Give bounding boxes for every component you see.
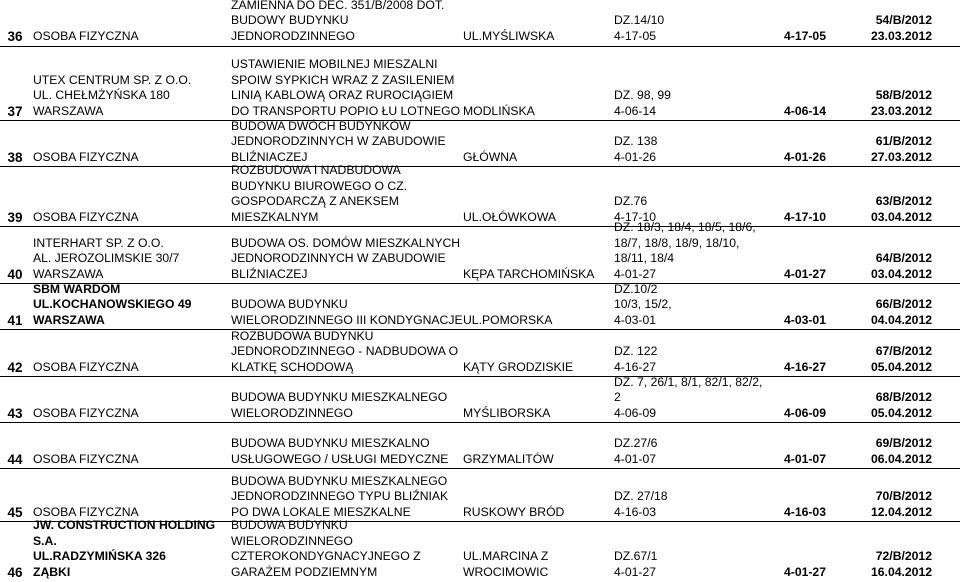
plot-cell xyxy=(614,344,657,375)
plot-cell xyxy=(614,13,664,44)
investor-line: ZĄBKI xyxy=(33,564,71,579)
decision-line: 23.03.2012 xyxy=(871,103,932,118)
description-line: BUDOWA DWÓCH BUDYNKÓW xyxy=(231,118,411,133)
location-line: KĘPA TARCHOMIŃSKA xyxy=(463,266,595,281)
plot-line: DZ.76 xyxy=(614,194,648,209)
plot-line: DZ. 27/18 xyxy=(614,489,668,504)
obreb-cell: 4-17-05 xyxy=(783,28,826,43)
decision-line: 06.04.2012 xyxy=(871,451,932,466)
description-line: DO TRANSPORTU POPIO ŁU LOTNEGO xyxy=(231,103,461,118)
decision-line: 27.03.2012 xyxy=(871,149,932,164)
plot-line: 4-17-10 xyxy=(614,209,657,224)
plot-line: 4-01-27 xyxy=(614,266,657,281)
description-cell xyxy=(231,329,458,375)
description-line: WIELORODZINNEGO xyxy=(231,405,353,420)
investor-line: SBM WARDOM xyxy=(33,281,121,296)
description-line: BUDOWA BUDYNKU MIESZKALNEGO xyxy=(231,473,448,488)
description-line: BUDYNKU BIUROWEGO O CZ. xyxy=(231,178,408,193)
investor-line: UL. CHEŁMŻYŃSKA 180 xyxy=(33,88,170,103)
plot-cell xyxy=(614,549,657,580)
description-line: BUDOWA OS. DOMÓW MIESZKALNYCH xyxy=(231,235,461,250)
decision-cell xyxy=(842,390,932,421)
decision-cell xyxy=(842,344,932,375)
description-cell xyxy=(231,436,448,467)
decision-line: 54/B/2012 xyxy=(875,13,932,28)
plot-cell xyxy=(614,436,657,467)
plot-line: 18/11, 18/4 xyxy=(614,251,675,266)
investor-cell xyxy=(33,150,229,165)
plot-line: 4-03-01 xyxy=(614,312,657,327)
plot-line: 4-16-27 xyxy=(614,359,657,374)
description-line: BLIŹNIACZEJ xyxy=(231,266,308,281)
decision-line: 58/B/2012 xyxy=(875,88,932,103)
obreb-cell: 4-03-01 xyxy=(783,312,826,327)
row-number: 36 xyxy=(7,29,23,44)
location-cell xyxy=(463,104,535,119)
decision-line: 72/B/2012 xyxy=(875,549,932,564)
description-line: GOSPODARCZĄ Z ANEKSEM xyxy=(231,194,399,209)
decision-line: 12.04.2012 xyxy=(871,504,932,519)
table-row xyxy=(0,0,960,46)
decision-line: 04.04.2012 xyxy=(871,312,932,327)
plot-line: 2 xyxy=(614,390,621,405)
table-row xyxy=(0,329,960,377)
investor-line: OSOBA FIZYCZNA xyxy=(33,28,139,43)
location-line: GŁÓWNA xyxy=(463,149,518,164)
plot-line: DZ.67/1 xyxy=(614,549,658,564)
description-line: LINIĄ KABLOWĄ ORAZ RUROCIĄGIEM xyxy=(231,88,454,103)
description-line: JEDNORODZINNEGO TYPU BLIŹNIAK xyxy=(231,489,449,504)
plot-line: 4-06-09 xyxy=(614,405,657,420)
decision-cell xyxy=(842,297,932,328)
investor-line: OSOBA FIZYCZNA xyxy=(33,359,139,374)
plot-line: 4-01-26 xyxy=(614,149,657,164)
description-line: BUDOWY BUDYNKU xyxy=(231,13,349,28)
location-cell xyxy=(463,267,594,282)
obreb-cell: 4-17-10 xyxy=(783,209,826,224)
plot-line: DZ.14/10 xyxy=(614,13,665,28)
obreb-cell: 4-01-27 xyxy=(783,564,826,579)
investor-line: UL.KOCHANOWSKIEGO 49 xyxy=(33,297,192,312)
investor-cell xyxy=(33,360,229,375)
decision-line: 03.04.2012 xyxy=(871,209,932,224)
decision-line: 68/B/2012 xyxy=(875,390,932,405)
description-line: JEDNORODZINNYCH W ZABUDOWIE xyxy=(231,134,446,149)
description-line: ZAMIENNA DO DEC. 351/B/2008 DOT. xyxy=(231,0,445,12)
location-line: UL.POMORSKA xyxy=(463,312,553,327)
location-cell xyxy=(463,210,556,225)
location-cell xyxy=(463,406,550,421)
investor-line: OSOBA FIZYCZNA xyxy=(33,149,139,164)
decision-cell xyxy=(842,194,932,225)
plot-line: DZ. 138 xyxy=(614,134,658,149)
description-line: BUDOWA BUDYNKU MIESZKALNEGO xyxy=(231,390,448,405)
investor-cell xyxy=(33,73,229,119)
row-number: 46 xyxy=(7,565,23,580)
decision-cell xyxy=(842,436,932,467)
plot-line: 10/3, 15/2, xyxy=(614,297,672,312)
obreb-cell: 4-16-27 xyxy=(783,359,826,374)
plot-line: DZ.10/2 xyxy=(614,281,658,296)
investor-cell xyxy=(33,406,229,421)
plot-line: DZ. 7, 26/1, 8/1, 82/1, 82/2, xyxy=(614,374,763,389)
decision-cell xyxy=(842,549,932,580)
description-line: GARAŻEM PODZIEMNYM xyxy=(231,564,378,579)
description-line: JEDNORODZINNEGO - NADBUDOWA O xyxy=(231,344,459,359)
decision-line: 23.03.2012 xyxy=(871,28,932,43)
description-line: BUDOWA BUDYNKU xyxy=(231,518,348,533)
investor-line: OSOBA FIZYCZNA xyxy=(33,451,139,466)
description-line: BUDOWA BUDYNKU xyxy=(231,297,348,312)
plot-line: 4-01-27 xyxy=(614,564,657,579)
description-line: BLIŹNIACZEJ xyxy=(231,149,308,164)
description-line: CZTEROKONDYGNACYJNEGO Z xyxy=(231,549,421,564)
decision-line: 69/B/2012 xyxy=(875,436,932,451)
row-number: 41 xyxy=(7,313,23,328)
location-cell xyxy=(463,505,564,520)
description-cell xyxy=(231,119,446,165)
investor-line: WARSZAWA xyxy=(33,266,104,281)
table-row xyxy=(0,518,960,582)
investor-cell xyxy=(33,518,229,580)
description-line: KLATKĘ SCHODOWĄ xyxy=(231,359,354,374)
location-cell xyxy=(463,29,554,44)
decision-cell xyxy=(842,88,932,119)
investor-cell xyxy=(33,452,229,467)
investor-line: OSOBA FIZYCZNA xyxy=(33,209,139,224)
obreb-cell: 4-01-26 xyxy=(783,149,826,164)
plot-cell xyxy=(614,489,668,520)
investor-line: OSOBA FIZYCZNA xyxy=(33,504,139,519)
plot-line: 18/7, 18/8, 18/9, 18/10, xyxy=(614,235,740,250)
decision-cell xyxy=(842,489,932,520)
description-line: ROZBUDOWA I NADBUDOWA xyxy=(231,163,401,178)
investor-line: WARSZAWA xyxy=(33,103,104,118)
description-cell xyxy=(231,297,463,328)
investor-cell xyxy=(33,282,229,328)
decision-line: 05.04.2012 xyxy=(871,359,932,374)
investor-line: OSOBA FIZYCZNA xyxy=(33,405,139,420)
decision-cell xyxy=(842,13,932,44)
plot-line: 4-06-14 xyxy=(614,103,657,118)
location-line: MODLIŃSKA xyxy=(463,103,535,118)
description-cell xyxy=(231,518,421,580)
table-row xyxy=(0,220,960,284)
location-cell xyxy=(463,150,517,165)
description-line: ROZBUDOWA BUDYNKU xyxy=(231,328,374,343)
location-cell xyxy=(463,313,552,328)
plot-cell xyxy=(614,282,672,328)
description-line: PO DWA LOKALE MIESZKALNE xyxy=(231,504,411,519)
description-cell xyxy=(231,163,407,225)
plot-line: 4-01-07 xyxy=(614,451,657,466)
decision-line: 05.04.2012 xyxy=(871,405,932,420)
decision-line: 67/B/2012 xyxy=(875,344,932,359)
row-number: 42 xyxy=(7,360,23,375)
plot-line: 4-16-03 xyxy=(614,504,657,519)
decision-line: 66/B/2012 xyxy=(875,297,932,312)
location-line: MYŚLIBORSKA xyxy=(463,405,551,420)
plot-line: DZ. 98, 99 xyxy=(614,88,671,103)
obreb-cell: 4-01-07 xyxy=(783,451,826,466)
obreb-cell: 4-06-09 xyxy=(783,405,826,420)
description-line: WIELORODZINNEGO III KONDYGNACJE xyxy=(231,312,463,327)
row-number: 40 xyxy=(7,267,23,282)
description-line: WIELORODZINNEGO xyxy=(231,533,353,548)
investor-line: JW. CONSTRUCTION HOLDING xyxy=(33,518,216,533)
location-line: KĄTY GRODZISKIE xyxy=(463,359,574,374)
table-row xyxy=(0,376,960,423)
investor-cell xyxy=(33,210,229,225)
description-line: JEDNORODZINNEGO xyxy=(231,28,355,43)
row-number: 44 xyxy=(7,452,23,467)
investor-line: S.A. xyxy=(33,533,57,548)
decision-cell xyxy=(842,134,932,165)
plot-line: DZ. 122 xyxy=(614,344,658,359)
plot-cell xyxy=(614,134,657,165)
plot-line: DZ. 18/3, 18/4, 18/5, 18/6, xyxy=(614,220,756,235)
description-line: USTAWIENIE MOBILNEJ MIESZALNI xyxy=(231,57,438,72)
description-cell xyxy=(231,236,460,282)
table-row xyxy=(0,120,960,167)
description-line: USŁUGOWEGO / USŁUGI MEDYCZNE xyxy=(231,451,449,466)
plot-line: 4-17-05 xyxy=(614,28,657,43)
location-cell xyxy=(463,549,548,580)
investor-line: UTEX CENTRUM SP. Z O.O. xyxy=(33,72,192,87)
table-row xyxy=(0,283,960,330)
location-line: UL.MARCINA Z xyxy=(463,549,549,564)
table-row xyxy=(0,468,960,522)
decision-line: 03.04.2012 xyxy=(871,266,932,281)
obreb-cell: 4-16-03 xyxy=(783,504,826,519)
description-cell xyxy=(231,0,444,44)
table-row xyxy=(0,163,960,227)
plot-cell xyxy=(614,375,762,421)
location-cell xyxy=(463,360,573,375)
obreb-cell: 4-01-27 xyxy=(783,266,826,281)
description-line: MIESZKALNYM xyxy=(231,209,319,224)
description-cell xyxy=(231,390,447,421)
description-cell xyxy=(231,474,448,520)
location-line: UL.MYŚLIWSKA xyxy=(463,28,555,43)
obreb-cell: 4-06-14 xyxy=(783,103,826,118)
plot-cell xyxy=(614,88,671,119)
investor-cell xyxy=(33,29,229,44)
plot-line: DZ.27/6 xyxy=(614,436,658,451)
investor-line: AL. JEROZOLIMSKIE 30/7 xyxy=(33,251,180,266)
decision-line: 63/B/2012 xyxy=(875,194,932,209)
location-line: GRZYMALITÓW xyxy=(463,451,554,466)
location-line: WROCIMOWIC xyxy=(463,564,549,579)
decision-line: 70/B/2012 xyxy=(875,489,932,504)
row-number: 37 xyxy=(7,104,23,119)
investor-line: WARSZAWA xyxy=(33,312,105,327)
table-row xyxy=(0,46,960,121)
row-number: 38 xyxy=(7,150,23,165)
decision-line: 61/B/2012 xyxy=(875,134,932,149)
decision-cell xyxy=(842,251,932,282)
location-line: UL.OŁÓWKOWA xyxy=(463,209,556,224)
row-number: 43 xyxy=(7,406,23,421)
investor-line: UL.RADZYMIŃSKA 326 xyxy=(33,549,166,564)
description-cell xyxy=(231,57,460,119)
location-cell xyxy=(463,452,554,467)
location-line: RUSKOWY BRÓD xyxy=(463,504,565,519)
plot-cell xyxy=(614,220,756,282)
table-row xyxy=(0,422,960,469)
investor-line: INTERHART SP. Z O.O. xyxy=(33,235,164,250)
investor-cell xyxy=(33,236,229,282)
description-line: BUDOWA BUDYNKU MIESZKALNO xyxy=(231,436,430,451)
row-number: 45 xyxy=(7,505,23,520)
row-number: 39 xyxy=(7,210,23,225)
description-line: JEDNORODZINNYCH W ZABUDOWIE xyxy=(231,251,446,266)
decision-line: 16.04.2012 xyxy=(871,564,932,579)
decision-line: 64/B/2012 xyxy=(875,251,932,266)
description-line: SPOIW SYPKICH WRAZ Z ZASILENIEM xyxy=(231,72,455,87)
